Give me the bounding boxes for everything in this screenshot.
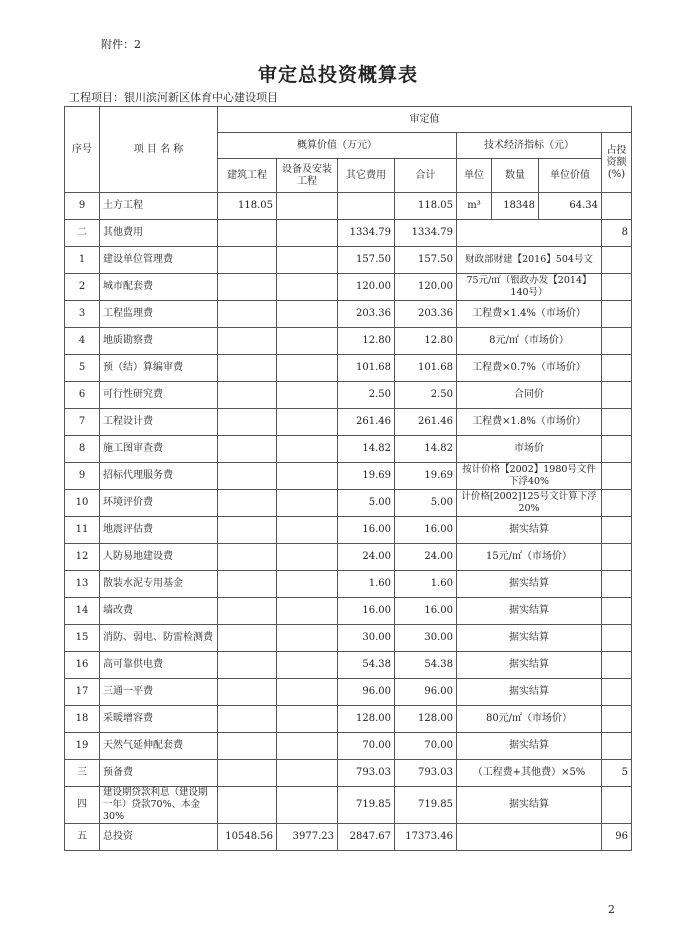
cell-equipment bbox=[277, 436, 338, 463]
cell-building bbox=[218, 652, 277, 679]
cell-seq: 16 bbox=[65, 652, 100, 679]
cell-equipment bbox=[277, 571, 338, 598]
cell-unit-price: 64.34 bbox=[539, 193, 602, 220]
cell-building bbox=[218, 463, 277, 490]
total-row bbox=[65, 824, 632, 851]
cell-seq: 11 bbox=[65, 517, 100, 544]
cell-other: 2847.67 bbox=[338, 824, 395, 851]
cell-seq: 2 bbox=[65, 274, 100, 301]
cell-name: 建设期贷款利息（建设期一年）贷款70%、本金30% bbox=[100, 787, 218, 824]
cell-share bbox=[602, 733, 632, 760]
cell-note: 按计价格【2002】1980号文件下浮40% bbox=[457, 463, 602, 490]
cell-equipment bbox=[277, 760, 338, 787]
cell-building bbox=[218, 787, 277, 824]
cell-seq: 13 bbox=[65, 571, 100, 598]
table-row bbox=[65, 301, 632, 328]
cell-note: 75元/㎡（银政办发【2014】140号） bbox=[457, 274, 602, 301]
cell-note: 据实结算 bbox=[457, 517, 602, 544]
cell-name: 地质勘察费 bbox=[100, 328, 218, 355]
table-row bbox=[65, 247, 632, 274]
table-row bbox=[65, 409, 632, 436]
table-row bbox=[65, 382, 632, 409]
cell-total: 16.00 bbox=[395, 517, 457, 544]
cell-equipment bbox=[277, 598, 338, 625]
header-total: 合计 bbox=[395, 159, 457, 193]
table-row bbox=[65, 436, 632, 463]
cell-quantity: 18348 bbox=[492, 193, 539, 220]
cell-note bbox=[457, 824, 602, 851]
cell-equipment bbox=[277, 328, 338, 355]
cell-building bbox=[218, 571, 277, 598]
cell-seq: 四 bbox=[65, 787, 100, 824]
cell-seq: 二 bbox=[65, 220, 100, 247]
cell-note: 据实结算 bbox=[457, 679, 602, 706]
cell-total: 5.00 bbox=[395, 490, 457, 517]
cell-total: 12.80 bbox=[395, 328, 457, 355]
cell-share bbox=[602, 787, 632, 824]
table-row bbox=[65, 220, 632, 247]
cell-name: 城市配套费 bbox=[100, 274, 218, 301]
table-row bbox=[65, 760, 632, 787]
cell-note: 15元/㎡（市场价） bbox=[457, 544, 602, 571]
cell-equipment bbox=[277, 409, 338, 436]
cell-share bbox=[602, 706, 632, 733]
cell-name: 地震评估费 bbox=[100, 517, 218, 544]
cell-building bbox=[218, 517, 277, 544]
cell-share bbox=[602, 409, 632, 436]
cell-equipment bbox=[277, 301, 338, 328]
cell-other: 14.82 bbox=[338, 436, 395, 463]
cell-share bbox=[602, 490, 632, 517]
cell-note: 据实结算 bbox=[457, 625, 602, 652]
cell-name: 高可靠供电费 bbox=[100, 652, 218, 679]
cell-share bbox=[602, 247, 632, 274]
cell-note: 合同价 bbox=[457, 382, 602, 409]
table-row bbox=[65, 490, 632, 517]
cell-share bbox=[602, 571, 632, 598]
cell-building bbox=[218, 544, 277, 571]
table-row bbox=[65, 544, 632, 571]
cell-total: 719.85 bbox=[395, 787, 457, 824]
cell-share bbox=[602, 382, 632, 409]
cell-building bbox=[218, 382, 277, 409]
header-estimate: 概算价值（万元） bbox=[218, 133, 457, 159]
cell-building bbox=[218, 436, 277, 463]
cell-seq: 6 bbox=[65, 382, 100, 409]
table-row bbox=[65, 733, 632, 760]
cell-seq: 3 bbox=[65, 301, 100, 328]
cell-seq: 9 bbox=[65, 463, 100, 490]
cell-equipment bbox=[277, 517, 338, 544]
table-row bbox=[65, 625, 632, 652]
header-tech: 技术经济指标（元） bbox=[457, 133, 602, 159]
cell-name: 消防、弱电、防雷检测费 bbox=[100, 625, 218, 652]
cell-other: 16.00 bbox=[338, 517, 395, 544]
cell-share bbox=[602, 652, 632, 679]
cell-other: 70.00 bbox=[338, 733, 395, 760]
cell-seq: 10 bbox=[65, 490, 100, 517]
cell-seq: 7 bbox=[65, 409, 100, 436]
page-number: 2 bbox=[608, 903, 615, 916]
cell-building bbox=[218, 247, 277, 274]
cell-building: 10548.56 bbox=[218, 824, 277, 851]
cell-name: 预（结）算编审费 bbox=[100, 355, 218, 382]
cell-note: （工程费+其他费）×5% bbox=[457, 760, 602, 787]
cell-name: 总投资 bbox=[100, 824, 218, 851]
table-row bbox=[65, 679, 632, 706]
cell-equipment bbox=[277, 706, 338, 733]
cell-total: 24.00 bbox=[395, 544, 457, 571]
cell-name: 预备费 bbox=[100, 760, 218, 787]
cell-total: 14.82 bbox=[395, 436, 457, 463]
cell-seq: 5 bbox=[65, 355, 100, 382]
cell-other: 120.00 bbox=[338, 274, 395, 301]
cell-equipment bbox=[277, 544, 338, 571]
cell-share: 8 bbox=[602, 220, 632, 247]
header-other: 其它费用 bbox=[338, 159, 395, 193]
cell-name: 工程设计费 bbox=[100, 409, 218, 436]
cell-other: 1334.79 bbox=[338, 220, 395, 247]
attachment-label: 附件：2 bbox=[101, 38, 141, 51]
cell-share: 5 bbox=[602, 760, 632, 787]
cell-equipment bbox=[277, 625, 338, 652]
cell-other: 261.46 bbox=[338, 409, 395, 436]
header-seq: 序号 bbox=[65, 107, 100, 193]
cell-other: 793.03 bbox=[338, 760, 395, 787]
cell-total: 118.05 bbox=[395, 193, 457, 220]
cell-share bbox=[602, 625, 632, 652]
cell-equipment bbox=[277, 490, 338, 517]
cell-total: 793.03 bbox=[395, 760, 457, 787]
table-row bbox=[65, 463, 632, 490]
cell-equipment bbox=[277, 463, 338, 490]
cell-total: 261.46 bbox=[395, 409, 457, 436]
cell-share bbox=[602, 463, 632, 490]
header-unit: 单位 bbox=[457, 159, 492, 193]
cell-total: 96.00 bbox=[395, 679, 457, 706]
cell-note: 据实结算 bbox=[457, 787, 602, 824]
cell-building bbox=[218, 328, 277, 355]
cell-total: 17373.46 bbox=[395, 824, 457, 851]
cell-name: 招标代理服务费 bbox=[100, 463, 218, 490]
cell-other: 96.00 bbox=[338, 679, 395, 706]
cell-equipment bbox=[277, 193, 338, 220]
header-row-1 bbox=[65, 107, 632, 133]
cell-seq: 4 bbox=[65, 328, 100, 355]
cell-building bbox=[218, 355, 277, 382]
cell-note: 工程费×1.8%（市场价） bbox=[457, 409, 602, 436]
cell-other: 24.00 bbox=[338, 544, 395, 571]
table-row bbox=[65, 652, 632, 679]
project-name: 工程项目：银川滨河新区体育中心建设项目 bbox=[69, 91, 278, 104]
cell-other: 203.36 bbox=[338, 301, 395, 328]
cell-equipment bbox=[277, 274, 338, 301]
cell-other: 719.85 bbox=[338, 787, 395, 824]
cell-other: 19.69 bbox=[338, 463, 395, 490]
header-unit-price: 单位价值 bbox=[539, 159, 602, 193]
cell-note: 计价格[2002]125号文计算下浮20% bbox=[457, 490, 602, 517]
document-title: 审定总投资概算表 bbox=[257, 64, 418, 86]
table-row bbox=[65, 328, 632, 355]
header-name: 项 目 名 称 bbox=[100, 107, 218, 193]
header-quantity: 数量 bbox=[492, 159, 539, 193]
cell-share bbox=[602, 301, 632, 328]
cell-name: 工程监理费 bbox=[100, 301, 218, 328]
cell-note: 据实结算 bbox=[457, 733, 602, 760]
cell-name: 采暖增容费 bbox=[100, 706, 218, 733]
cell-building bbox=[218, 220, 277, 247]
cell-building: 118.05 bbox=[218, 193, 277, 220]
cell-building bbox=[218, 490, 277, 517]
header-share: 占投资额(%) bbox=[602, 133, 632, 193]
cell-total: 128.00 bbox=[395, 706, 457, 733]
cell-building bbox=[218, 760, 277, 787]
cell-share bbox=[602, 679, 632, 706]
cell-note: 8元/㎡（市场价） bbox=[457, 328, 602, 355]
cell-equipment bbox=[277, 652, 338, 679]
cell-total: 2.50 bbox=[395, 382, 457, 409]
table-row bbox=[65, 571, 632, 598]
cell-share bbox=[602, 274, 632, 301]
cell-name: 环境评价费 bbox=[100, 490, 218, 517]
cell-building bbox=[218, 409, 277, 436]
cell-equipment bbox=[277, 220, 338, 247]
cell-share bbox=[602, 517, 632, 544]
header-equipment: 设备及安装工程 bbox=[277, 159, 338, 193]
cell-total: 157.50 bbox=[395, 247, 457, 274]
cell-seq: 18 bbox=[65, 706, 100, 733]
cell-share bbox=[602, 436, 632, 463]
cell-equipment bbox=[277, 679, 338, 706]
cell-name: 散装水泥专用基金 bbox=[100, 571, 218, 598]
cell-note: 据实结算 bbox=[457, 598, 602, 625]
header-building: 建筑工程 bbox=[218, 159, 277, 193]
cell-total: 203.36 bbox=[395, 301, 457, 328]
header-approved: 审定值 bbox=[218, 107, 632, 133]
cell-name: 人防易地建设费 bbox=[100, 544, 218, 571]
cell-other: 5.00 bbox=[338, 490, 395, 517]
cell-seq: 五 bbox=[65, 824, 100, 851]
cell-building bbox=[218, 598, 277, 625]
cell-seq: 17 bbox=[65, 679, 100, 706]
cell-share bbox=[602, 193, 632, 220]
cell-note: 据实结算 bbox=[457, 571, 602, 598]
cell-share: 96 bbox=[602, 824, 632, 851]
cell-seq: 15 bbox=[65, 625, 100, 652]
cell-building bbox=[218, 733, 277, 760]
cell-seq: 12 bbox=[65, 544, 100, 571]
cell-note: 财政部财建【2016】504号文 bbox=[457, 247, 602, 274]
table-row bbox=[65, 598, 632, 625]
table-row bbox=[65, 274, 632, 301]
cell-other: 16.00 bbox=[338, 598, 395, 625]
cell-seq: 9 bbox=[65, 193, 100, 220]
cell-seq: 1 bbox=[65, 247, 100, 274]
cell-total: 19.69 bbox=[395, 463, 457, 490]
cell-seq: 14 bbox=[65, 598, 100, 625]
cell-equipment bbox=[277, 355, 338, 382]
cell-share bbox=[602, 328, 632, 355]
cell-total: 30.00 bbox=[395, 625, 457, 652]
cell-other: 128.00 bbox=[338, 706, 395, 733]
cell-name: 可行性研究费 bbox=[100, 382, 218, 409]
table-row bbox=[65, 355, 632, 382]
cell-total: 1.60 bbox=[395, 571, 457, 598]
cell-share bbox=[602, 598, 632, 625]
cell-other: 101.68 bbox=[338, 355, 395, 382]
cell-note: 市场价 bbox=[457, 436, 602, 463]
table-row bbox=[65, 706, 632, 733]
cell-other: 54.38 bbox=[338, 652, 395, 679]
cell-unit: m³ bbox=[457, 193, 492, 220]
cell-name: 天然气延伸配套费 bbox=[100, 733, 218, 760]
cell-seq: 8 bbox=[65, 436, 100, 463]
cell-name: 三通一平费 bbox=[100, 679, 218, 706]
cell-total: 101.68 bbox=[395, 355, 457, 382]
table-row bbox=[65, 517, 632, 544]
cell-building bbox=[218, 274, 277, 301]
cell-share bbox=[602, 355, 632, 382]
investment-table bbox=[64, 106, 632, 851]
cell-building bbox=[218, 625, 277, 652]
cell-share bbox=[602, 544, 632, 571]
cell-name: 施工图审查费 bbox=[100, 436, 218, 463]
cell-seq: 三 bbox=[65, 760, 100, 787]
cell-other: 1.60 bbox=[338, 571, 395, 598]
cell-total: 1334.79 bbox=[395, 220, 457, 247]
cell-name: 土方工程 bbox=[100, 193, 218, 220]
cell-equipment bbox=[277, 733, 338, 760]
cell-total: 70.00 bbox=[395, 733, 457, 760]
cell-name: 墙改费 bbox=[100, 598, 218, 625]
cell-seq: 19 bbox=[65, 733, 100, 760]
cell-building bbox=[218, 706, 277, 733]
cell-note: 工程费×1.4%（市场价） bbox=[457, 301, 602, 328]
cell-total: 16.00 bbox=[395, 598, 457, 625]
cell-name: 建设单位管理费 bbox=[100, 247, 218, 274]
cell-other: 30.00 bbox=[338, 625, 395, 652]
cell-total: 120.00 bbox=[395, 274, 457, 301]
cell-equipment bbox=[277, 787, 338, 824]
cell-equipment: 3977.23 bbox=[277, 824, 338, 851]
cell-note: 据实结算 bbox=[457, 652, 602, 679]
cell-building bbox=[218, 301, 277, 328]
cell-equipment bbox=[277, 247, 338, 274]
cell-note: 工程费×0.7%（市场价） bbox=[457, 355, 602, 382]
cell-other: 157.50 bbox=[338, 247, 395, 274]
cell-other: 12.80 bbox=[338, 328, 395, 355]
cell-equipment bbox=[277, 382, 338, 409]
cell-other bbox=[338, 193, 395, 220]
cell-name: 其他费用 bbox=[100, 220, 218, 247]
cell-other: 2.50 bbox=[338, 382, 395, 409]
cell-note bbox=[457, 220, 602, 247]
cell-note: 80元/㎡（市场价） bbox=[457, 706, 602, 733]
table-row bbox=[65, 787, 632, 824]
table-row bbox=[65, 193, 632, 220]
cell-building bbox=[218, 679, 277, 706]
cell-total: 54.38 bbox=[395, 652, 457, 679]
